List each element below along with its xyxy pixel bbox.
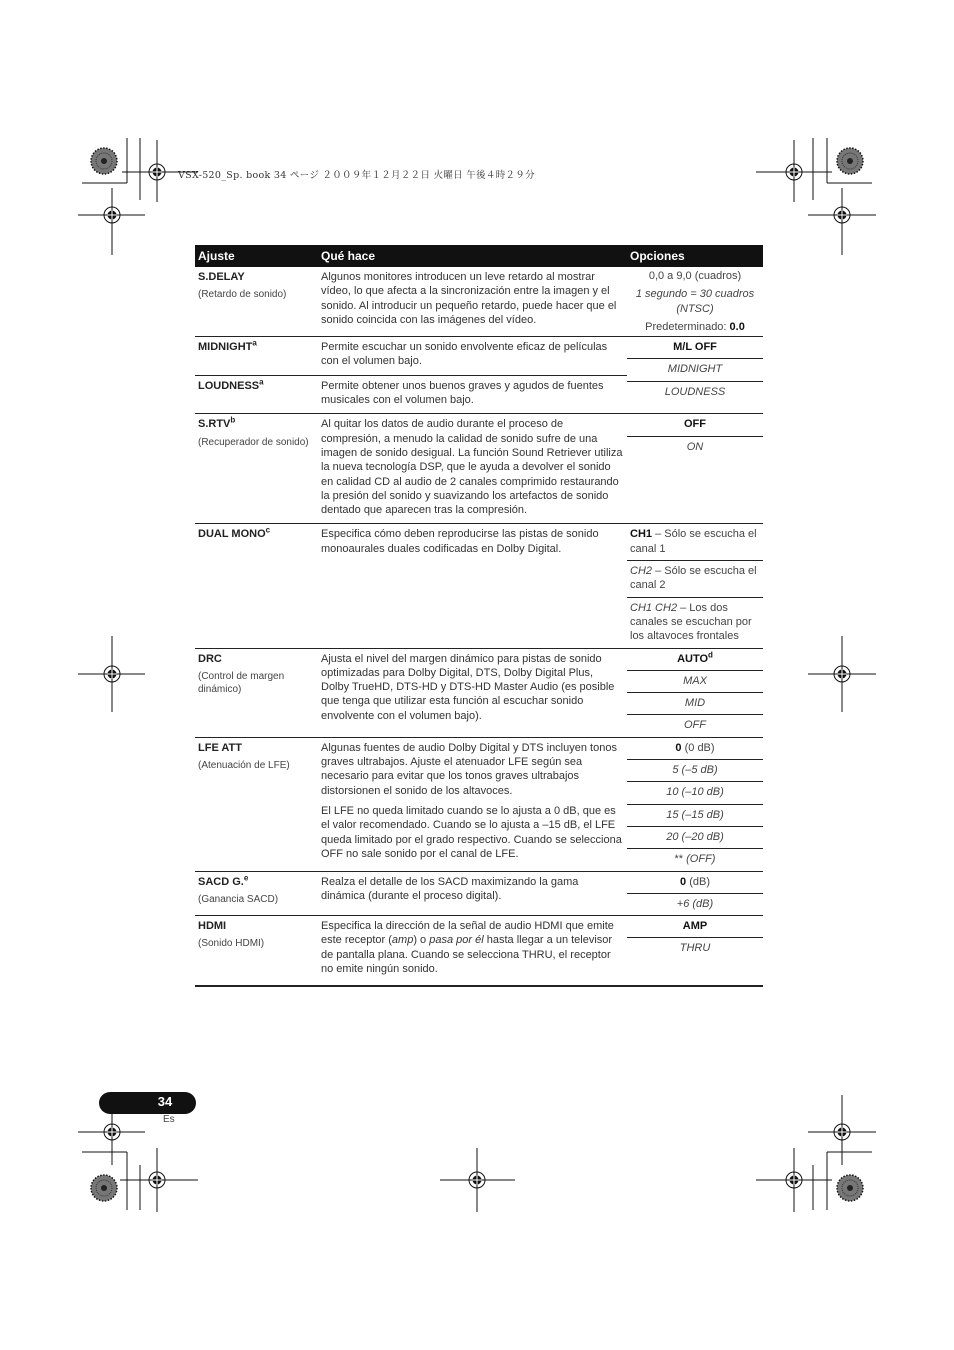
option-item: AMP xyxy=(682,920,708,933)
setting-name: MIDNIGHT$^a$ xyxy=(198,338,257,354)
setting-subtitle: (Recuperador de sonido) xyxy=(198,436,309,448)
options-cell xyxy=(627,337,763,414)
header-options: Opciones xyxy=(627,245,763,267)
default-label: Predeterminado: xyxy=(645,320,730,333)
setting-description: Ajusta el nivel del margen dinámico para pistas de sonido optimizadas para Dolby Digital, DTS, Dolby Digital Plus, Dolby TrueHD, DTS-HD y DTS-HD Master Audio (es posible que tenga que utilizar esta función al escuchar sonido envolvente con el volumen bajo). xyxy=(318,648,627,737)
setting-name: S.RTV$^b$ xyxy=(198,415,236,431)
option-item: 10 (–10 dB) xyxy=(627,781,763,803)
option-note: 1 segundo = 30 cuadros (NTSC) xyxy=(635,288,755,315)
page-number-badge xyxy=(99,1092,196,1114)
option-item: 0 (dB) xyxy=(680,875,710,888)
option-item: LOUDNESS xyxy=(627,381,763,403)
setting-description: Permite obtener unos buenos graves y agudos de fuentes musicales con el volumen bajo. xyxy=(318,375,627,414)
option-item: THRU xyxy=(627,937,763,959)
header-setting: Ajuste xyxy=(195,245,318,267)
description-paragraph: El LFE no queda limitado cuando se lo ajusta a 0 dB, que es el valor recomendado. Cuando se lo ajusta a –15 dB, el LFE queda limitado por el grado respectivo. Cuando se selecciona OFF no sale sonido por el canal de LFE. xyxy=(321,804,622,860)
setting-description: Algunos monitores introducen un leve retardo al mostrar vídeo, lo que afecta a la sincronización entre la imagen y el sonido. Al introducir un pequeño retardo, puede hacer que el sonido coincida con las imágenes del vídeo. xyxy=(321,271,617,326)
option-range: 0,0 a 9,0 (cuadros) xyxy=(648,270,742,282)
setting-subtitle: (Sonido HDMI) xyxy=(198,938,265,950)
setting-name: DRC xyxy=(198,652,222,665)
setting-description: Al quitar los datos de audio durante el proceso de compresión, a menudo la calidad de sonido sufre de una imagen de sonido desigual. La función Sound Retriever utiliza la nueva tecnología DSP, que le ayuda a devolver el sonido en calidad CD al audio de 2 canales comprimido restaurando la presión del sonido y suavizando los artefactos de sonido dentado que aparecen tras la compresión. xyxy=(318,414,627,524)
setting-name-cell xyxy=(195,337,318,376)
setting-name: HDMI xyxy=(198,920,227,933)
table-row xyxy=(195,648,763,737)
option-item: MID xyxy=(627,692,763,714)
setting-subtitle: (Retardo de sonido) xyxy=(198,289,287,301)
setting-name-cell xyxy=(195,916,318,987)
option-item: CH1 CH2 – Los dos canales se escuchan por los altavoces frontales xyxy=(627,597,763,648)
option-item: M/L OFF xyxy=(673,341,717,354)
option-item: 15 (–15 dB) xyxy=(627,804,763,826)
table-row xyxy=(195,524,763,648)
options-cell xyxy=(627,648,763,737)
option-item: 20 (–20 dB) xyxy=(627,826,763,848)
option-item: ** (OFF) xyxy=(627,848,763,870)
option-item: ON xyxy=(627,436,763,458)
setting-name-cell xyxy=(195,375,318,414)
setting-name: LFE ATT xyxy=(198,741,242,754)
option-item: 5 (–5 dB) xyxy=(627,759,763,781)
setting-subtitle: (Atenuación de LFE) xyxy=(198,760,290,772)
setting-description: Realza el detalle de los SACD maximizando la gama dinámica (durante el proceso digital). xyxy=(318,871,627,916)
option-item: OFF xyxy=(684,418,706,431)
setting-name-cell xyxy=(195,648,318,737)
header-what: Qué hace xyxy=(318,245,627,267)
table-row xyxy=(195,871,763,916)
option-item: CH2 – Sólo se escucha el canal 2 xyxy=(627,560,763,597)
setting-name: DUAL MONO$^c$ xyxy=(198,525,271,541)
table-row xyxy=(195,737,763,871)
setting-name-cell xyxy=(195,871,318,916)
setting-name-cell xyxy=(195,414,318,524)
setting-name-cell xyxy=(195,267,318,337)
setting-name: SACD G.$^e$ xyxy=(198,872,249,888)
setting-subtitle: (Ganancia SACD) xyxy=(198,893,279,905)
description-paragraph: Algunas fuentes de audio Dolby Digital y DTS incluyen tonos graves ultrabajos. Ajuste el atenuador LFE según sea necesario para evitar que los tonos graves ultrabajos distorsionen el sonido de los altavoces. xyxy=(321,741,617,797)
table-row xyxy=(195,267,763,337)
table-row xyxy=(195,414,763,524)
setting-subtitle: (Control de margen dinámico) xyxy=(198,670,285,695)
options-cell xyxy=(627,524,763,648)
table-header-row xyxy=(195,245,763,267)
setting-name: LOUDNESS$^a$ xyxy=(198,377,264,392)
options-cell xyxy=(627,267,763,337)
setting-name-cell xyxy=(195,737,318,871)
page-number: 34 xyxy=(157,1094,173,1109)
options-cell xyxy=(627,871,763,916)
option-item: OFF xyxy=(627,714,763,736)
option-item: MIDNIGHT xyxy=(627,358,763,380)
option-item: +6 (dB) xyxy=(627,893,763,915)
option-item: 0 (0 dB) xyxy=(675,741,715,754)
settings-table xyxy=(195,245,763,987)
option-item: CH1 – Sólo se escucha el canal 1 xyxy=(630,528,757,555)
option-item: AUTO$^d$ xyxy=(677,649,713,665)
setting-description: Especifica cómo deben reproducirse las pistas de sonido monoaurales duales codificadas en Dolby Digital. xyxy=(318,524,627,648)
option-default xyxy=(627,318,763,336)
table-row xyxy=(195,916,763,987)
setting-name-cell xyxy=(195,524,318,648)
table-row xyxy=(195,337,763,376)
setting-name: S.DELAY xyxy=(198,271,245,283)
print-header-line: VSX-520_Sp. book 34 ページ ２００９年１２月２２日 火曜日 午後４時２９分 xyxy=(178,170,535,181)
setting-description: Permite escuchar un sonido envolvente eficaz de películas con el volumen bajo. xyxy=(318,337,627,376)
setting-description xyxy=(318,737,627,871)
setting-description: Especifica la dirección de la señal de audio HDMI que emite este receptor (amp) o pasa por él hasta llegar a un televisor de pantalla plana. Cuando se selecciona THRU, el receptor no emite ningún sonido. xyxy=(318,916,627,987)
language-code: Es xyxy=(163,1114,175,1125)
default-value: 0.0 xyxy=(729,320,745,333)
option-item: MAX xyxy=(627,670,763,692)
options-cell xyxy=(627,414,763,524)
options-cell xyxy=(627,916,763,987)
options-cell xyxy=(627,737,763,871)
